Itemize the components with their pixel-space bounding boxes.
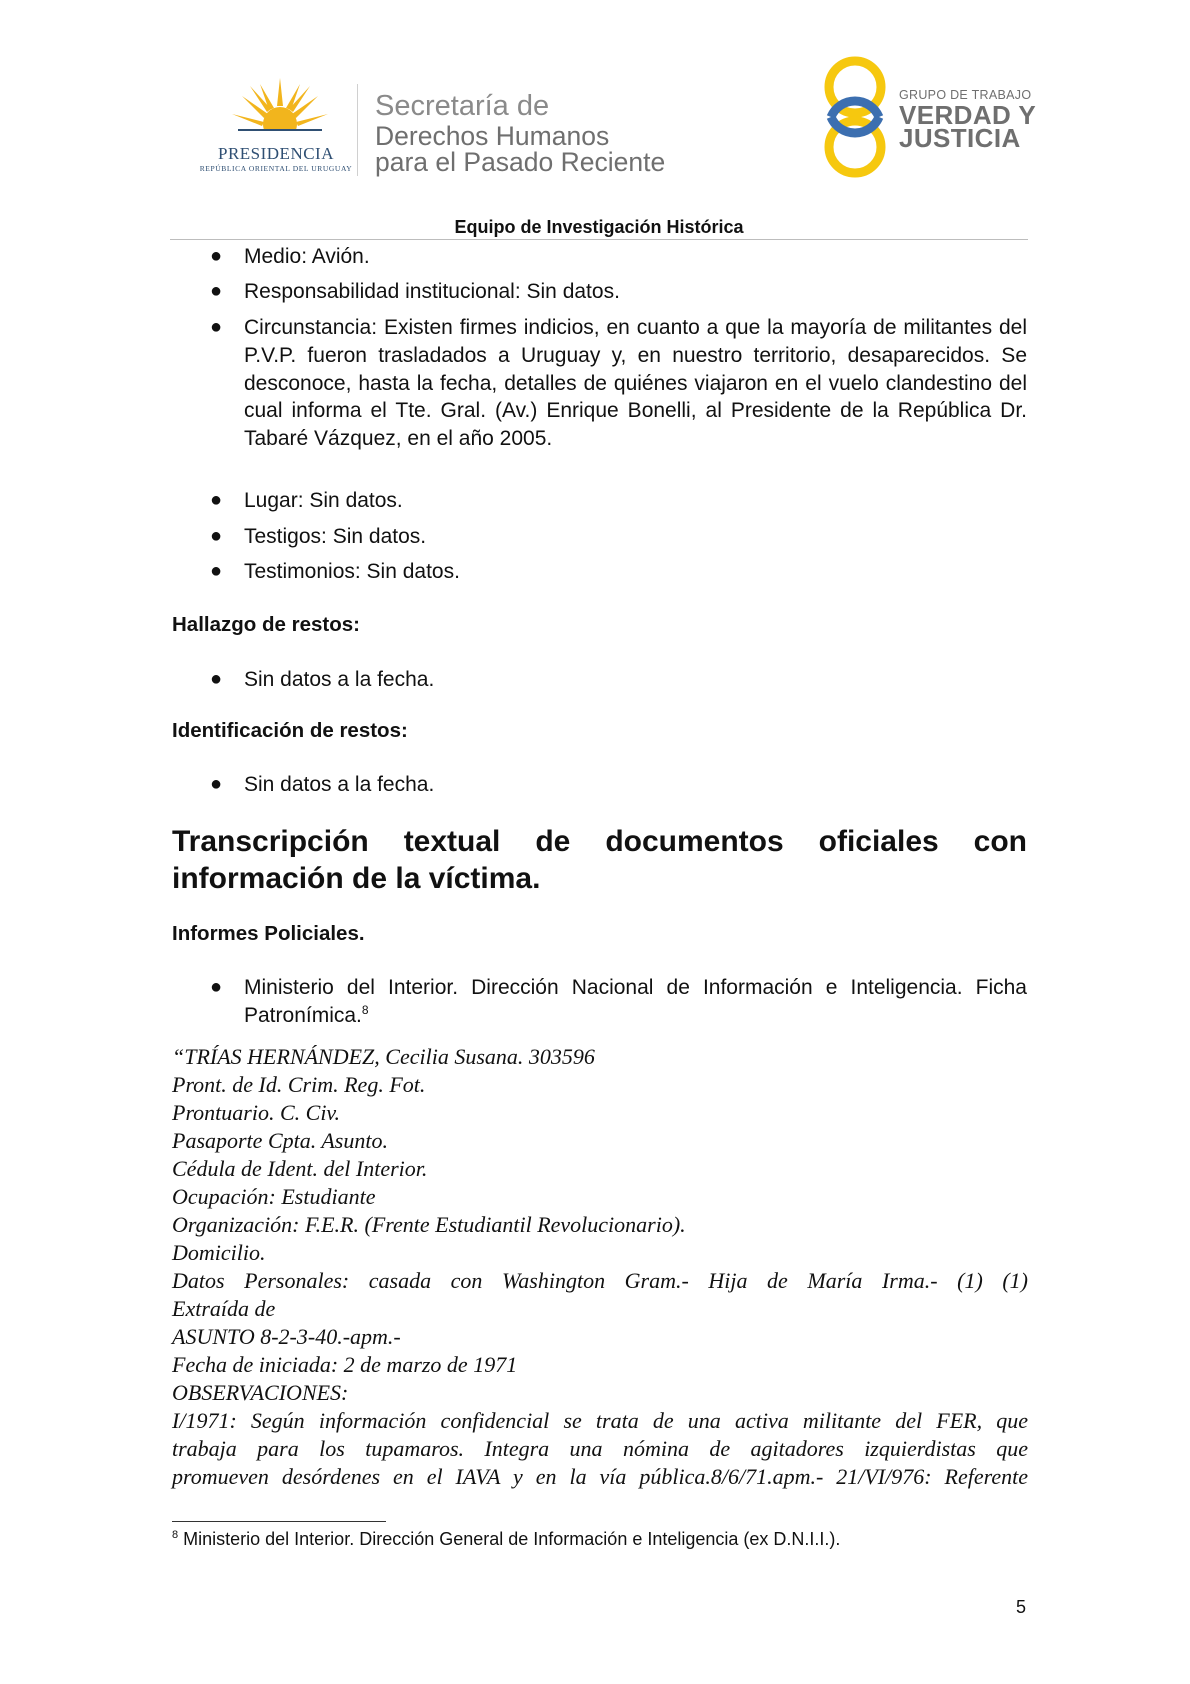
- running-title: Equipo de Investigación Histórica: [454, 217, 744, 237]
- presidencia-subtitle: REPÚBLICA ORIENTAL DEL URUGUAY: [199, 164, 353, 173]
- footnote-divider: [172, 1521, 386, 1522]
- bullet-icon: ●: [210, 280, 223, 302]
- bullet-icon: ●: [210, 560, 223, 582]
- transcription-line: Ocupación: Estudiante: [172, 1184, 376, 1209]
- section-title-line-1: Transcripción textual de documentos oficiales con: [172, 825, 1027, 858]
- list-item-circunstancia: Circunstancia: Existen firmes indicios, en cuanto a que la mayoría de militantes del P.V.P. fueron trasladados a Uruguay y, en nuestro territorio, desaparecidos. Se desconoce, hasta la fecha, detalles de quiénes viajaron en el vuelo clandestino del cual informa el Tte. Gral. (Av.) Enrique Bonelli, al Presidente de la República Dr. Tabaré Vázquez, en el año 2005.: [244, 316, 1027, 451]
- informes-item: [244, 974, 1027, 1030]
- identificacion-heading: Identificación de restos:: [172, 719, 408, 742]
- list-item: Lugar: Sin datos.: [244, 489, 403, 512]
- transcription-line: trabaja para los tupamaros. Integra una nómina de agitadores izquierdistas que: [172, 1436, 1028, 1461]
- transcription-line: Domicilio.: [172, 1240, 266, 1265]
- bullet-icon: ●: [210, 976, 223, 998]
- bullet-icon: ●: [210, 316, 223, 338]
- section-title-line-2: información de la víctima.: [172, 862, 541, 895]
- transcription-line: Fecha de iniciada: 2 de marzo de 1971: [172, 1352, 518, 1377]
- list-item: Medio: Avión.: [244, 245, 370, 268]
- transcription-line: ASUNTO 8-2-3-40.-apm.-: [172, 1324, 401, 1349]
- grupo-trabajo-label: GRUPO DE TRABAJO: [899, 88, 1032, 102]
- list-item: Testimonios: Sin datos.: [244, 560, 460, 583]
- footnote-text: Ministerio del Interior. Dirección General de Información e Inteligencia (ex D.N.I.I.).: [178, 1529, 841, 1549]
- header-divider: [170, 239, 1028, 240]
- transcription-line: promueven desórdenes en el IAVA y en la vía pública.8/6/71.apm.- 21/VI/976: Referente: [172, 1464, 1028, 1489]
- list-item: Responsabilidad institucional: Sin datos.: [244, 280, 620, 303]
- transcription-line: Extraída de: [172, 1296, 276, 1321]
- footnote-ref[interactable]: 8: [361, 1002, 369, 1017]
- secretaria-line-3: para el Pasado Reciente: [375, 147, 666, 177]
- transcription-line: Organización: F.E.R. (Frente Estudiantil Revolucionario).: [172, 1212, 686, 1237]
- list-item: Testigos: Sin datos.: [244, 525, 427, 548]
- informes-heading: Informes Policiales.: [172, 922, 365, 945]
- transcription-line: OBSERVACIONES:: [172, 1380, 349, 1405]
- transcription-line: Datos Personales: casada con Washington Gram.- Hija de María Irma.- (1) (1): [172, 1268, 1028, 1293]
- sun-logo-icon: [230, 78, 330, 144]
- interlocking-rings-logo-icon: [822, 56, 888, 178]
- transcription-line: Pront. de Id. Crim. Reg. Fot.: [172, 1072, 426, 1097]
- bullet-icon: ●: [210, 773, 223, 795]
- transcription-line: I/1971: Según información confidencial se trata de una activa militante del FER, que: [172, 1408, 1028, 1433]
- identificacion-item: Sin datos a la fecha.: [244, 773, 435, 796]
- bullet-icon: ●: [210, 668, 223, 690]
- footnote: [172, 1529, 840, 1550]
- justicia-label: JUSTICIA: [899, 123, 1021, 153]
- bullet-icon: ●: [210, 245, 223, 267]
- section-title: [172, 823, 1027, 897]
- transcription-line: “TRÍAS HERNÁNDEZ, Cecilia Susana. 303596: [172, 1044, 595, 1069]
- hallazgo-item: Sin datos a la fecha.: [244, 668, 435, 691]
- secretaria-line-1: Secretaría de: [375, 90, 550, 122]
- secretaria-line-2: Derechos Humanos: [375, 121, 610, 151]
- transcription-block: [172, 1043, 1028, 1491]
- page-number: 5: [1016, 1597, 1027, 1617]
- presidencia-label: PRESIDENCIA: [217, 144, 334, 163]
- transcription-line: Pasaporte Cpta. Asunto.: [172, 1128, 388, 1153]
- verdad-y-label: VERDAD Y: [899, 100, 1037, 130]
- transcription-line: Cédula de Ident. del Interior.: [172, 1156, 428, 1181]
- informes-item-text: Ministerio del Interior. Dirección Nacional de Información e Inteligencia. Ficha Patronímica.: [244, 976, 1027, 1027]
- bullet-icon: ●: [210, 489, 223, 511]
- hallazgo-heading: Hallazgo de restos:: [172, 613, 360, 636]
- bullet-icon: ●: [210, 525, 223, 547]
- transcription-line: Prontuario. C. Civ.: [172, 1100, 341, 1125]
- logo-divider: [357, 84, 358, 176]
- footnote-number: 8: [172, 1529, 179, 1541]
